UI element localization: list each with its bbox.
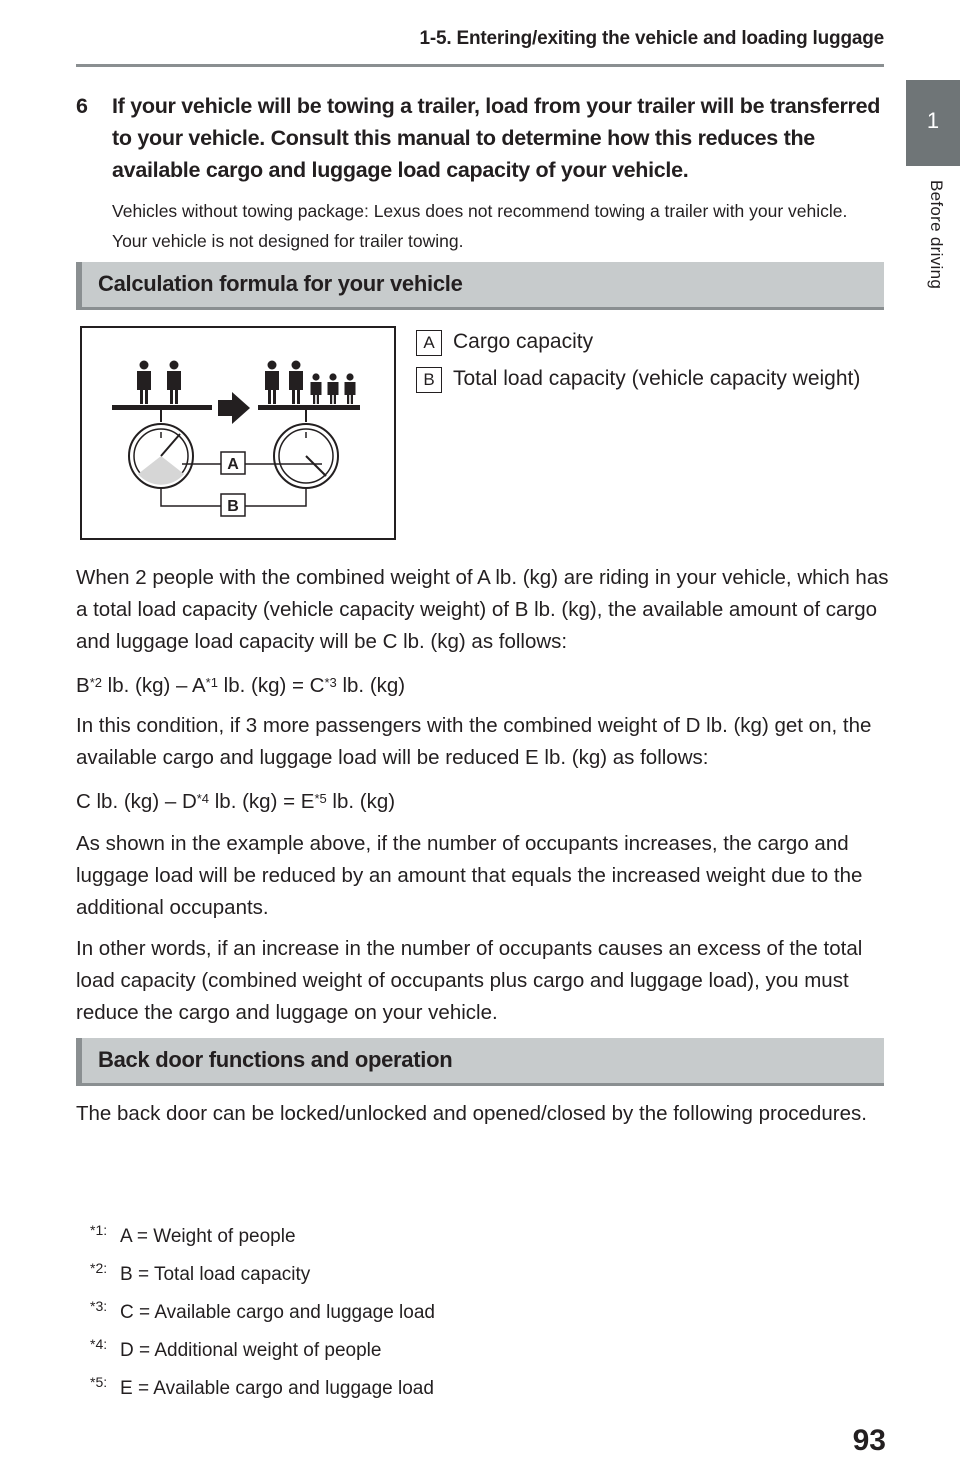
paragraph: In this condition, if 3 more passengers with the combined weight of D lb. (kg) get on, the available cargo and luggage load will be reduced E lb. (kg) as follows:: [76, 714, 872, 769]
scale-gauge-icon: [129, 424, 193, 488]
chapter-number: 1: [926, 108, 940, 133]
paragraph: In other words, if an increase in the number of occupants causes an excess of the total load capacity (combined weight of occupants plus cargo and luggage load), you must reduce the cargo and luggage on your vehicle.: [76, 937, 863, 1024]
callout-b: [416, 367, 861, 393]
person-icon: [167, 361, 181, 405]
footnote: *2: B = Total load capacity: [90, 1260, 311, 1285]
item-heading: If your vehicle will be towing a trailer, load from your trailer will be transferred to your vehicle. Consult this manual to determine how this reduces the available cargo and luggage load capacity of your vehicle.: [112, 94, 881, 182]
load-capacity-figure: [80, 326, 396, 540]
header-rule: [76, 64, 884, 67]
callout-label: Cargo capacity: [453, 330, 594, 353]
child-icon: [328, 373, 339, 404]
figure-label-b: B: [227, 498, 239, 515]
section-title: Back door functions and operation: [98, 1047, 453, 1072]
footnote: *4: D = Additional weight of people: [90, 1336, 382, 1361]
equation-2: C lb. $(kg) - D^{*4}$ lb. $(kg) = E^{*5}$ lb. (kg): [76, 790, 396, 813]
paragraph: The back door can be locked/unlocked and opened/closed by the following procedures.: [76, 1102, 867, 1125]
paragraph: As shown in the example above, if the number of occupants increases, the cargo and luggage load will be reduced by an amount that equals the increased weight due to the additional occupants.: [76, 832, 863, 919]
person-icon: [265, 361, 279, 405]
item-note: Vehicles without towing package: Lexus does not recommend towing a trailer with your vehicle. Your vehicle is not designed for trailer towing.: [112, 201, 848, 251]
section-header: 1-5. Entering/exiting the vehicle and loading luggage: [419, 28, 884, 49]
child-icon: [345, 373, 356, 404]
platform-line: [112, 405, 212, 410]
equation-1: $B^{*2}$ lb. $(kg) - A^{*1}$ lb. $(kg) = C^{*3}$ lb. (kg): [76, 674, 406, 697]
chapter-label: Before driving: [927, 180, 946, 290]
callout-key: B: [416, 367, 442, 393]
callout-key: A: [416, 330, 442, 356]
person-icon: [289, 361, 303, 405]
person-icon: [137, 361, 151, 405]
paragraph: When 2 people with the combined weight of A lb. (kg) are riding in your vehicle, which has a total load capacity (vehicle capacity weight) of B lb. (kg), the available amount of cargo and luggage load capacity will be C lb. (kg) as follows:: [76, 566, 889, 653]
occupants-scale-illustration: [82, 328, 394, 538]
item-number: 6: [76, 94, 88, 118]
section-heading-calculation: [76, 262, 884, 310]
figure-label-a: A: [227, 456, 239, 473]
section-heading-back-door: [76, 1038, 884, 1086]
footnote: *3: C = Available cargo and luggage load: [90, 1298, 435, 1323]
child-icon: [311, 373, 322, 404]
footnote: *1: A = Weight of people: [90, 1222, 296, 1247]
scale-gauge-icon: [274, 424, 338, 488]
platform-line: [258, 405, 360, 410]
callout-label: Total load capacity (vehicle capacity weight): [453, 367, 861, 390]
item-6: [76, 90, 888, 186]
section-title: Calculation formula for your vehicle: [98, 271, 463, 296]
arrow-right-icon: [218, 392, 250, 424]
callout-a: [416, 330, 594, 356]
page-number: 93: [852, 1424, 886, 1457]
footnote: *5: E = Available cargo and luggage load: [90, 1374, 434, 1399]
